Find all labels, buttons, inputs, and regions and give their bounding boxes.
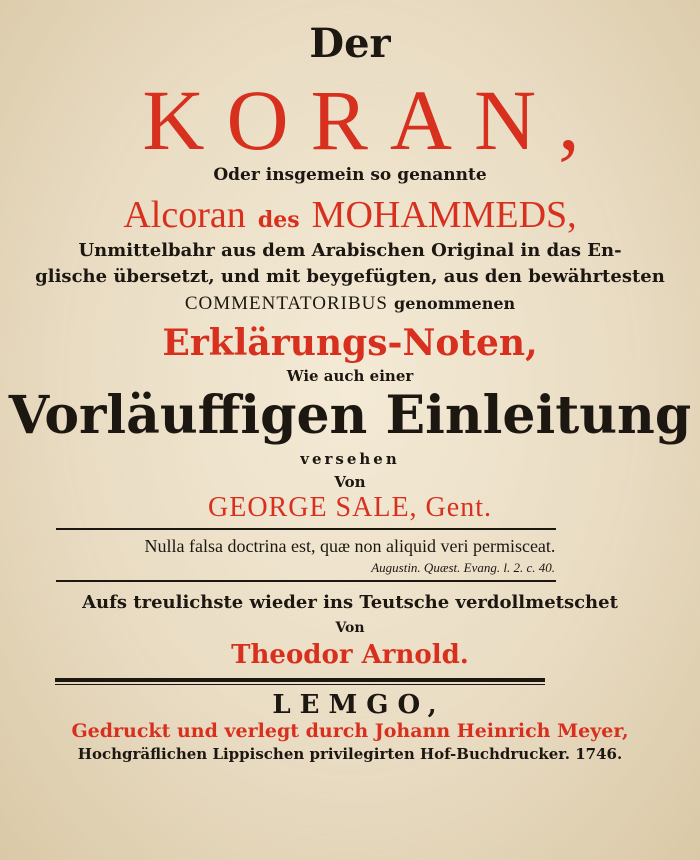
printer-line: Gedruckt und verlegt durch Johann Heinrich Meyer, bbox=[71, 720, 629, 742]
place-name: LEMGO, bbox=[272, 690, 446, 720]
printer-title-line: Hochgräflichen Lippischen privilegirten Hof-Buchdrucker. 1746. bbox=[77, 745, 623, 763]
description-line-2: glische übersetzt, und mit beygefügten, aus den bewährtesten bbox=[35, 266, 665, 287]
double-rule-thick bbox=[55, 678, 545, 682]
description-line-3 bbox=[0, 292, 700, 315]
author-name: GEORGE SALE, Gent. bbox=[208, 492, 492, 523]
alcoran-line bbox=[0, 192, 700, 237]
alcoran-mohammeds: MOHAMMEDS, bbox=[311, 194, 577, 236]
versehen-line: versehen bbox=[300, 450, 400, 468]
rule-bottom-quote bbox=[56, 580, 556, 582]
description-line-1: Unmittelbahr aus dem Arabischen Original in das En- bbox=[78, 240, 622, 261]
notes-heading: Erklärungs-Noten, bbox=[162, 322, 538, 364]
main-title: KORAN, bbox=[142, 72, 602, 168]
double-rule-thin bbox=[55, 684, 545, 685]
quote-source: Augustin. Quæst. Evang. l. 2. c. 40. bbox=[371, 560, 555, 575]
rule-top-quote bbox=[56, 528, 556, 530]
translator-name: Theodor Arnold. bbox=[231, 640, 469, 670]
translated-line: Aufs treulichste wieder ins Teutsche verdollmetschet bbox=[82, 592, 618, 613]
von-line-1: Von bbox=[334, 473, 366, 491]
einleitung-heading: Vorläuffigen Einleitung bbox=[8, 385, 692, 446]
alcoran-des: des bbox=[257, 207, 300, 233]
quote-text: Nulla falsa doctrina est, quæ non aliquid veri permisceat. bbox=[144, 536, 556, 556]
alcoran-word: Alcoran bbox=[123, 194, 246, 236]
von-line-2: Von bbox=[335, 620, 365, 636]
der-heading: Der bbox=[309, 20, 391, 67]
wie-auch-line: Wie auch einer bbox=[286, 367, 414, 385]
subtitle-line: Oder insgemein so genannte bbox=[213, 165, 487, 185]
commentatoribus: COMMENTATORIBUS bbox=[184, 293, 388, 314]
genommenen: genommenen bbox=[394, 294, 516, 313]
